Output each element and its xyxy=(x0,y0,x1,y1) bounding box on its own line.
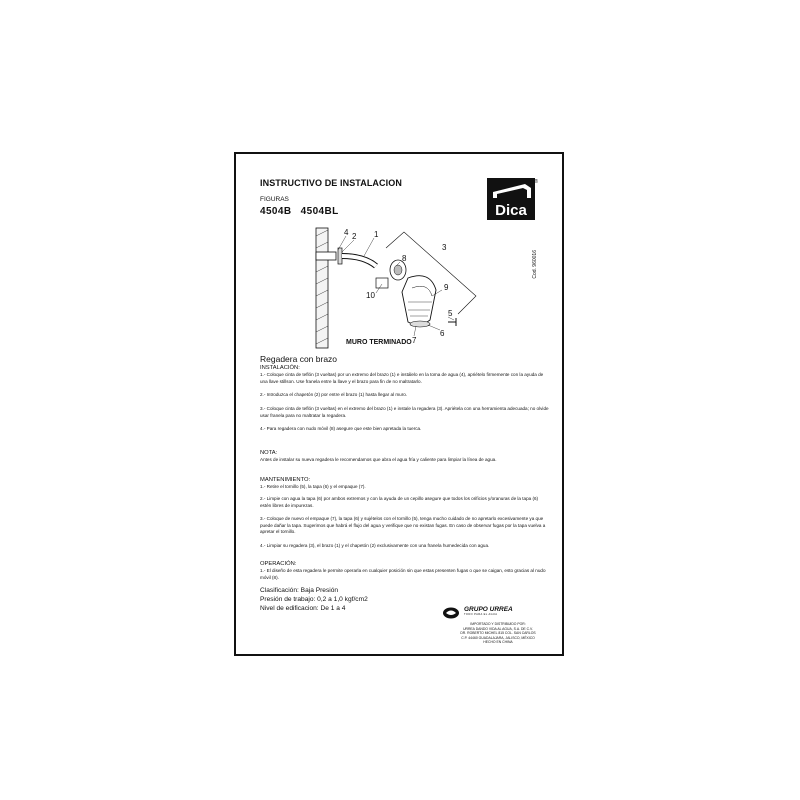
callout-9: 9 xyxy=(444,283,449,292)
note-text: Antes de instalar su nueva regadera le recomendamos que abra el agua fría y caliente para limpiar la línea de agua. xyxy=(260,457,497,462)
maintenance-heading: MANTENIMIENTO: xyxy=(260,477,311,483)
distributor-address xyxy=(442,622,554,645)
maintenance-step: 3.- Coloque de nuevo el empaque (7), la tapa (6) y sujételos con el tornillo (5), tenga mucho cuidado de no apretarlo excesivamente ya que puede dañar la tapa. Sugerimos que habrá el flujo del agua y verifique que no existan fugas. En caso de observar fugas por la tapa vuelva a apretar el tornillo. xyxy=(260,516,546,535)
callout-4: 4 xyxy=(344,228,349,237)
operation-text: 1.- El diseño de esta regadera le permite operarla en cualquier posición sin que estas presenten fugas o que se caigan, esto gracias al nudo móvil (8). xyxy=(260,568,546,580)
installation-step: 4.- Para regadera con nudo móvil (8) asegure que este bien apretada la tuerca. xyxy=(260,426,422,431)
brand-tagline: TODO PARA EL AGUA xyxy=(464,613,498,616)
callout-10: 10 xyxy=(366,291,375,300)
figures-label: FIGURAS xyxy=(260,196,289,203)
wall-label: MURO TERMINADO xyxy=(346,339,412,346)
maintenance-step: 1.- Retire el tornillo (5), la tapa (6) y el empaque (7). xyxy=(260,484,366,489)
operation-heading: OPERACIÓN: xyxy=(260,561,297,567)
urrea-drop-icon xyxy=(442,607,460,619)
callout-6: 6 xyxy=(440,329,445,338)
working-pressure: Presión de trabajo: 0,2 a 1,0 kgf/cm2 xyxy=(260,596,368,603)
installation-step: 1.- Coloque cinta de teflón (3 vueltas) por un extremo del brazo (1) e instálelo en la toma de agua (4), apriételo firmemente con la ayuda de una llave stillson. Use franela entre la llave y el brazo para fin de no maltratarlo. xyxy=(260,372,544,384)
installation-step: 3.- Coloque cinta de teflón (3 vueltas) en el extremo del brazo (1) e instale la regadera (3). Apriétela con una herramienta adecuada; no olvide usar franela para no maltratar la regadera. xyxy=(260,406,549,418)
address-line: C.P. 44460 GUADALAJARA, JALISCO, MÉXICO xyxy=(461,635,535,640)
address-line: IMPORTADO Y DISTRIBUIDO POR: xyxy=(470,622,526,626)
registered-mark: ® xyxy=(534,179,538,185)
installation-heading: INSTALACIÓN: xyxy=(260,365,300,371)
classification: Clasificación: Baja Presión xyxy=(260,587,339,594)
document-title: INSTRUCTIVO DE INSTALACION xyxy=(260,178,402,188)
figure-code: 4504BL xyxy=(300,206,339,217)
installation-step: 2.- Introduzca el chapetón (2) por entre el brazo (1) hasta llegar al muro. xyxy=(260,392,408,397)
maintenance-step: 4.- Limpiar su regadera (3), el brazo (1) y el chapetón (2) exclusivamente con una franela humedecida con agua. xyxy=(260,543,490,548)
section-title: Regadera con brazo xyxy=(260,354,338,364)
brand-name: GRUPO URREA xyxy=(464,606,513,613)
grupo-urrea-logo xyxy=(442,606,554,618)
dica-logo xyxy=(487,178,539,224)
callout-8: 8 xyxy=(402,254,407,263)
address-line: URREA DANDO VIDA AL AGUA, S.A. DE C.V. xyxy=(463,626,533,631)
instruction-sheet xyxy=(234,152,564,656)
figure-code: 4504B xyxy=(260,206,292,217)
callout-3: 3 xyxy=(442,243,447,252)
logo-wordmark: Dica xyxy=(495,202,527,219)
callout-1: 1 xyxy=(374,230,379,239)
callout-2: 2 xyxy=(352,232,357,241)
figure-codes xyxy=(260,206,339,217)
callout-7: 7 xyxy=(412,336,417,345)
maintenance-step: 2.- Limpie con agua la tapa (6) por ambos extremos y con la ayuda de un cepillo asegure que todos los orificios y/oranuras de la tapa (6) estén libres de impurezas. xyxy=(260,496,539,508)
callout-5: 5 xyxy=(448,309,453,318)
installation-diagram xyxy=(308,226,494,350)
address-line: HECHO EN CHINA xyxy=(483,640,513,645)
building-level: Nivel de edificacion: De 1 a 4 xyxy=(260,605,346,612)
address-line: DR. ROBERTO MICHEL 815 COL. SAN CARLOS xyxy=(460,631,536,636)
note-heading: NOTA: xyxy=(260,450,278,456)
document-code: Cod. 960016 xyxy=(532,250,538,279)
